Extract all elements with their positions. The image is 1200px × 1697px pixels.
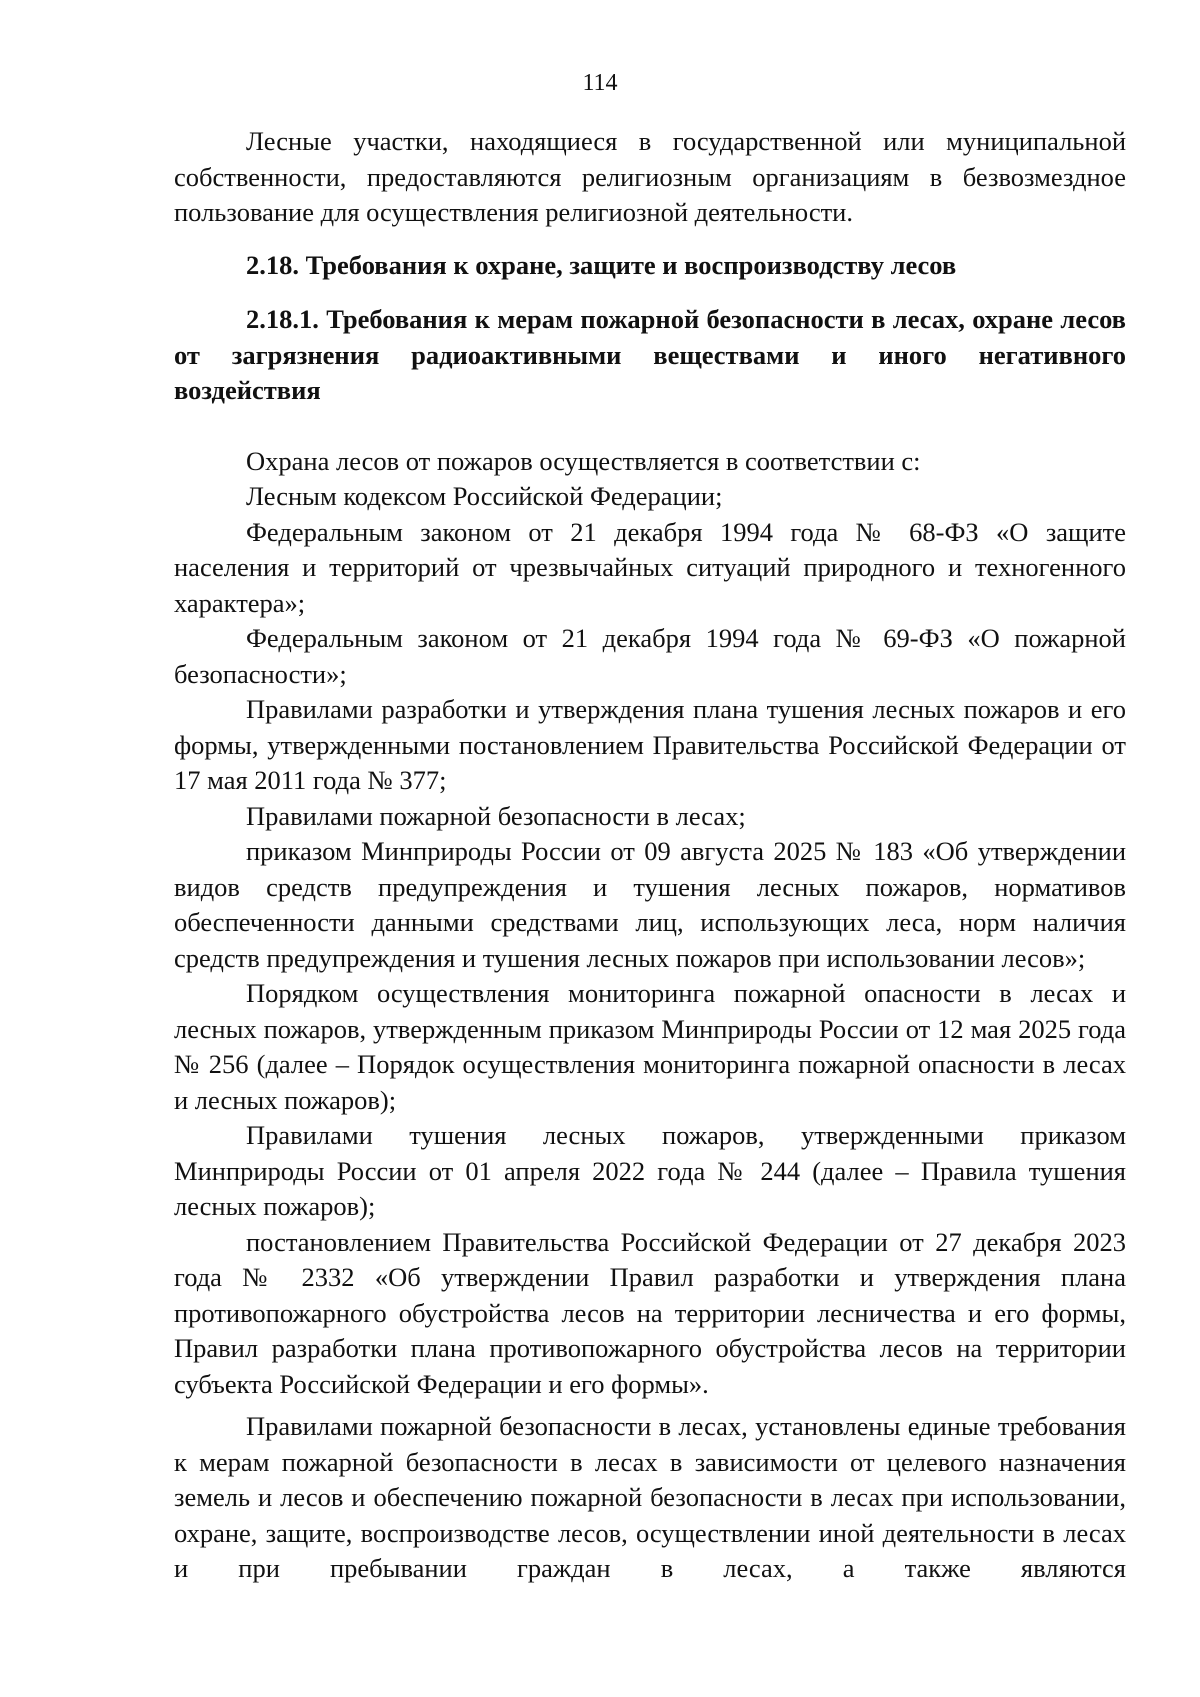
list-item-order-256: Порядком осуществления мониторинга пожарной опасности в лесах и лесных пожаров, утвержденным приказом Минприроды России от 12 мая 2025 года № 256 (далее – Порядок осуществления мониторинга пожарной опасности в лесах и лесных пожаров); — [174, 978, 1126, 1115]
list-item-law-69fz: Федеральным законом от 21 декабря 1994 года № 69-ФЗ «О пожарной безопасности»; — [174, 623, 1126, 689]
list-item-fire-safety-rules: Правилами пожарной безопасности в лесах; — [246, 800, 746, 831]
paragraph-intro: Охрана лесов от пожаров осуществляется в соответствии с: — [246, 445, 921, 476]
paragraph-fire-safety-requirements: Правилами пожарной безопасности в лесах, установлены единые требования к мерам пожарной безопасности в лесах в зависимости от целевого назначения земель и лесов и обеспечению пожарной безопасности в лесах при использовании, охране, защите, воспроизводстве лесов, осуществлении иной деятельности в лесах и при пребывании граждан в лесах, а также являются — [174, 1411, 1126, 1583]
list-item-order-244: Правилами тушения лесных пожаров, утвержденными приказом Минприроды России от 01 апреля 2022 года № 244 (далее – Правила тушения лесных пожаров); — [174, 1120, 1126, 1221]
list-item-forest-code: Лесным кодексом Российской Федерации; — [246, 481, 723, 511]
paragraph-religious-land: Лесные участки, находящиеся в государственной или муниципальной собственности, предоставляются религиозным организациям в безвозмездное пользование для осуществления религиозной деятельности. — [174, 126, 1126, 227]
list-item-order-183: приказом Минприроды России от 09 августа 2025 № 183 «Об утверждении видов средств предупреждения и тушения лесных пожаров, нормативов обеспеченности данными средствами лиц, использующих леса, норм наличия средств предупреждения и тушения лесных пожаров при использовании лесов»; — [174, 836, 1126, 973]
page-content — [174, 124, 1126, 1587]
list-item-law-68fz: Федеральным законом от 21 декабря 1994 года № 68-ФЗ «О защите населения и территорий от чрезвычайных ситуаций природного и техногенного характера»; — [174, 516, 1126, 618]
subsection-heading-2-18-1: 2.18.1. Требования к мерам пожарной безопасности в лесах, охране лесов от загрязнения радиоактивными веществами и иного негативного воздействия — [174, 304, 1126, 405]
list-item-decree-2332: постановлением Правительства Российской Федерации от 27 декабря 2023 года № 2332 «Об утверждении Правил разработки и утверждения плана противопожарного обустройства лесов на территории лесничества и его формы, Правил разработки плана противопожарного обустройства лесов на территории субъекта Российской Федерации и его формы». — [174, 1226, 1126, 1399]
section-heading-2-18: 2.18. Требования к охране, защите и воспроизводству лесов — [246, 249, 957, 280]
page-number: 114 — [582, 70, 618, 96]
list-item-rules-377: Правилами разработки и утверждения плана тушения лесных пожаров и его формы, утвержденными постановлением Правительства Российской Федерации от 17 мая 2011 года № 377; — [174, 694, 1126, 795]
